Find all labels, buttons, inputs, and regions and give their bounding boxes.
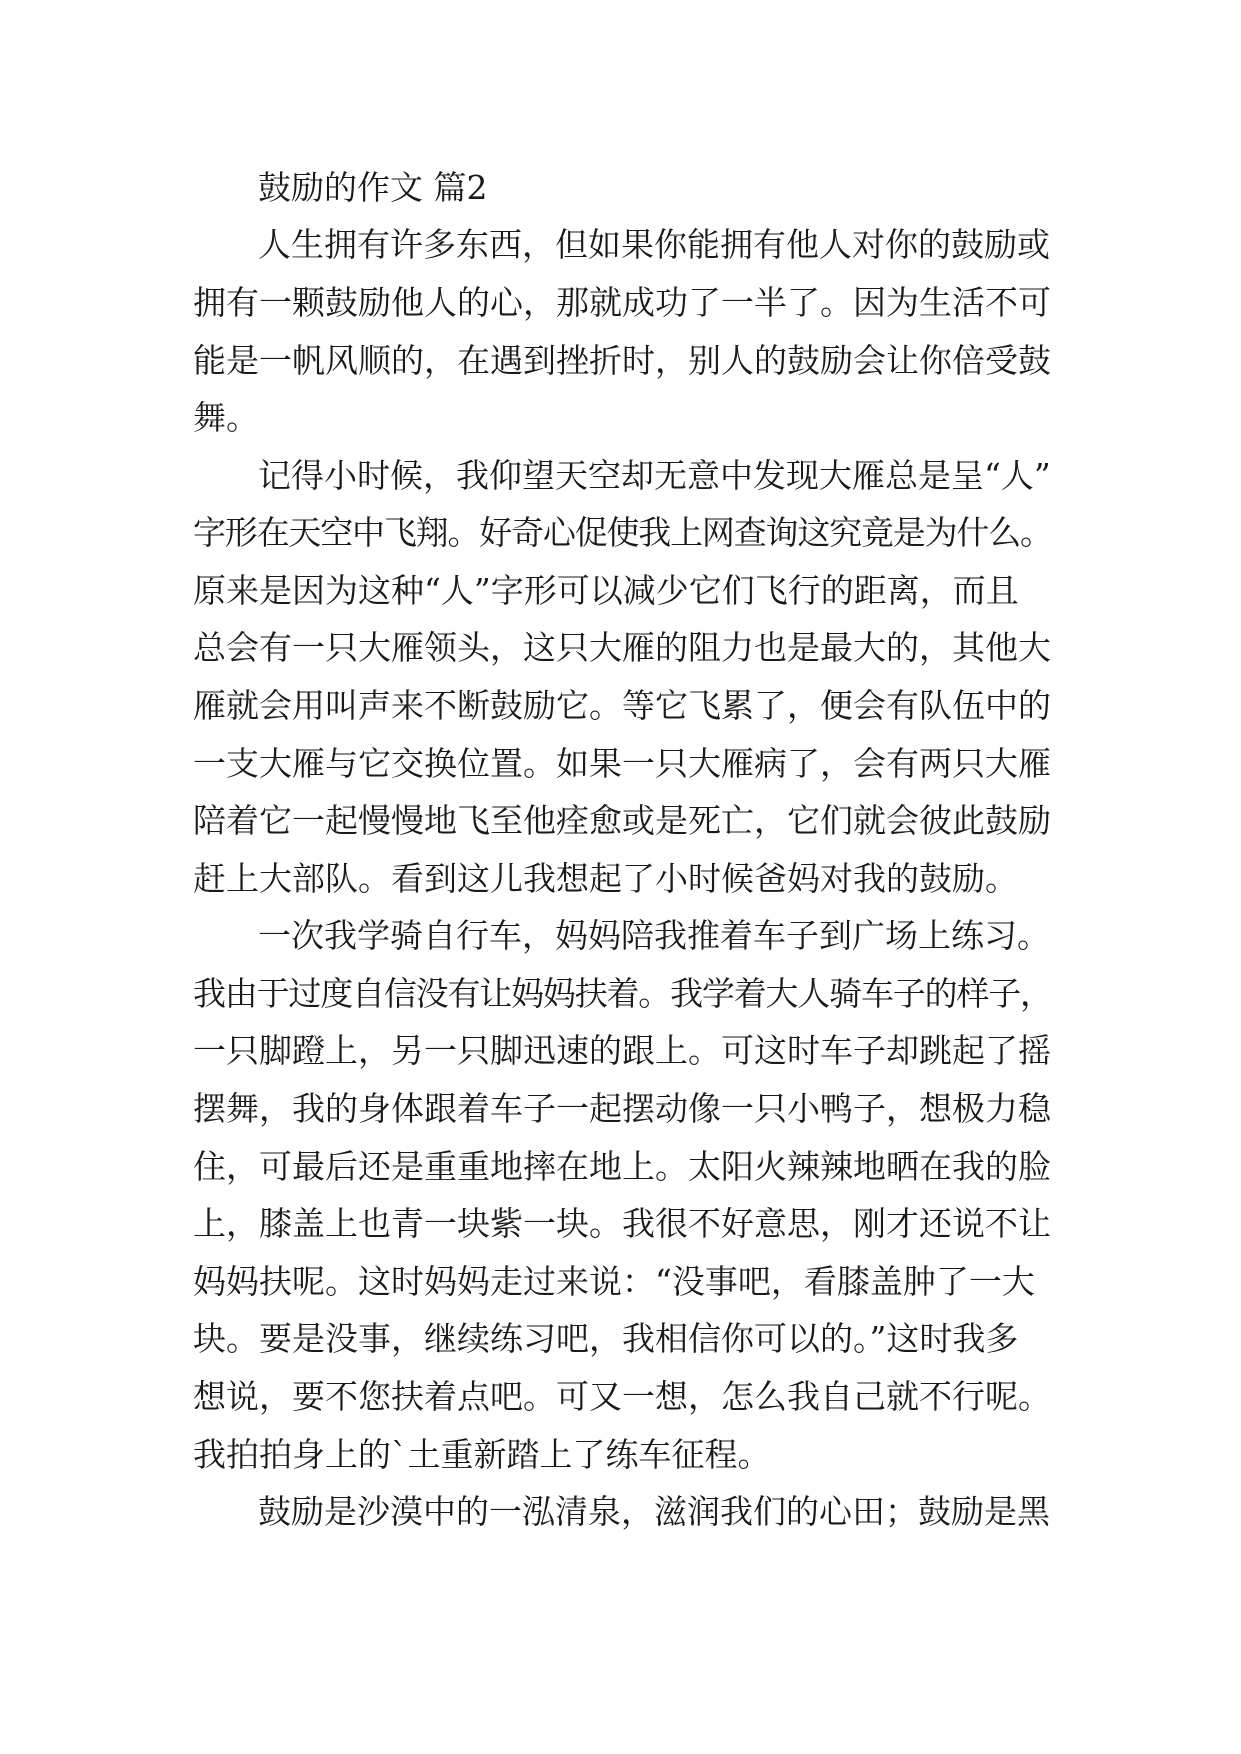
text-line: 能是一帆风顺的，在遇到挫折时，别人的鼓励会让你倍受鼓 (193, 341, 1051, 380)
text-line: 妈妈扶呢。这时妈妈走过来说：“没事吧，看膝盖肿了一大 (193, 1262, 1035, 1301)
text-line: 雁就会用叫声来不断鼓励它。等它飞累了，便会有队伍中的 (193, 686, 1051, 725)
text-line: 想说，要不您扶着点吧。可又一想，怎么我自己就不行呢。 (193, 1377, 1051, 1416)
text-line: 我由于过度自信没有让妈妈扶着。我学着大人骑车子的样子， (193, 974, 1052, 1013)
text-line: 总会有一只大雁领头，这只大雁的阻力也是最大的，其他大 (193, 628, 1051, 667)
document-title: 鼓励的作文 篇2 (258, 168, 488, 207)
text-line: 舞。 (193, 398, 259, 437)
text-line: 赶上大部队。看到这儿我想起了小时候爸妈对我的鼓励。 (193, 859, 1018, 898)
text-line: 陪着它一起慢慢地飞至他痊愈或是死亡，它们就会彼此鼓励 (193, 801, 1051, 840)
text-line: 摆舞，我的身体跟着车子一起摆动像一只小鸭子，想极力稳 (193, 1089, 1051, 1128)
text-line: 住，可最后还是重重地摔在地上。太阳火辣辣地晒在我的脸 (193, 1147, 1051, 1186)
text-line: 字形在天空中飞翔。好奇心促使我上网查询这究竟是为什么。 (193, 513, 1052, 552)
text-line: 一支大雁与它交换位置。如果一只大雁病了，会有两只大雁 (193, 744, 1051, 783)
text-line: 一只脚蹬上，另一只脚迅速的跟上。可这时车子却跳起了摇 (193, 1031, 1051, 1070)
text-line: 拥有一颗鼓励他人的心，那就成功了一半了。因为生活不可 (193, 283, 1051, 322)
text-line: 原来是因为这种“人”字形可以减少它们飞行的距离，而且 (193, 571, 1019, 610)
text-line: 记得小时候，我仰望天空却无意中发现大雁总是呈“人” (258, 456, 1051, 495)
text-line: 鼓励是沙漠中的一泓清泉，滋润我们的心田；鼓励是黑 (258, 1492, 1050, 1531)
text-line: 一次我学骑自行车，妈妈陪我推着车子到广场上练习。 (258, 916, 1050, 955)
text-line: 我拍拍身上的`土重新踏上了练车征程。 (193, 1435, 771, 1474)
text-line: 人生拥有许多东西，但如果你能拥有他人对你的鼓励或 (258, 225, 1050, 264)
text-line: 块。要是没事，继续练习吧，我相信你可以的。”这时我多 (193, 1319, 1019, 1358)
text-line: 上，膝盖上也青一块紫一块。我很不好意思，刚才还说不让 (193, 1204, 1051, 1243)
